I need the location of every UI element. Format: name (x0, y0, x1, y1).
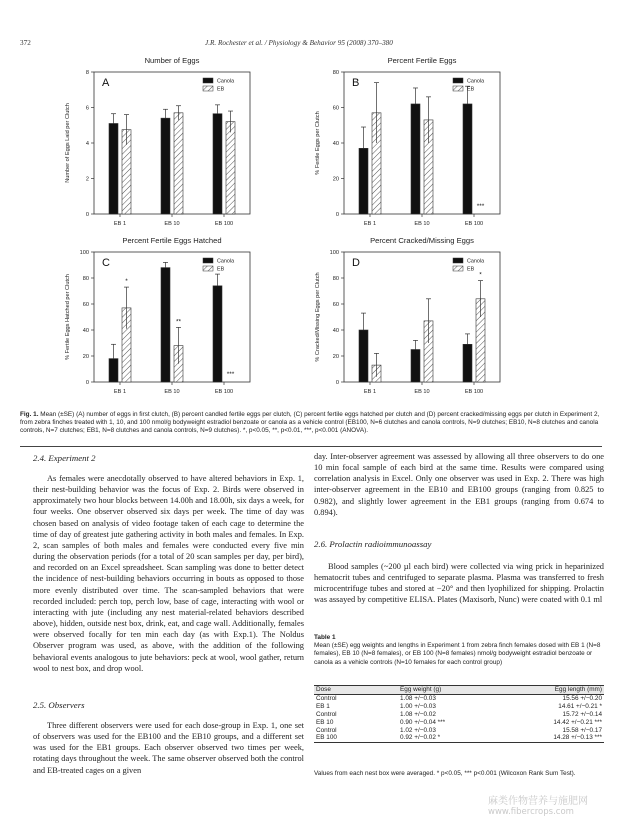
legend-label: EB (467, 86, 475, 93)
y-axis-label: % Fertile Eggs Hatched per Clutch (65, 274, 71, 360)
table-1 (314, 685, 604, 743)
legend-swatch (203, 78, 213, 83)
table-cell: Control (316, 694, 337, 702)
bar-eb (174, 113, 183, 214)
bar-eb (226, 122, 235, 214)
right-paragraph-2 (314, 561, 604, 606)
table-cell: 15.56 +/−0.20 (562, 694, 602, 702)
running-head-journal: Physiology & Behavior 95 (2008) 370–380 (268, 39, 393, 47)
x-tick-label: EB 1 (363, 389, 377, 395)
bar-canola (463, 104, 472, 214)
significance-mark: * (125, 278, 128, 286)
legend-swatch (203, 266, 213, 271)
x-tick-label: EB 10 (164, 389, 180, 395)
bar-canola (411, 350, 420, 383)
chart-panel-c (60, 232, 310, 410)
y-axis-label: Number of Eggs Laid per Clutch (65, 103, 71, 183)
figure-caption-label: Fig. 1. (20, 411, 39, 418)
table-cell: 14.61 +/−0.21 * (558, 702, 602, 710)
table-header-egg-weight: Egg weight (g) (400, 686, 442, 693)
watermark-line-1: 麻类作物营养与施肥网 (488, 796, 588, 807)
significance-mark: *** (226, 371, 235, 378)
y-tick-label: 20 (332, 354, 339, 360)
caption-rule (20, 446, 602, 447)
x-tick-label: EB 1 (363, 221, 377, 227)
legend-label: EB (217, 86, 225, 93)
y-tick-label: 2 (85, 176, 89, 183)
table-row (314, 734, 604, 742)
panel-letter: B (352, 77, 360, 89)
table-row (314, 727, 604, 735)
chart-panel-d (310, 232, 560, 410)
x-tick-label: EB 10 (414, 389, 430, 395)
figure-caption-text: Mean (±SE) (A) number of eggs in first clutch, (B) percent candled fertile eggs per clutch, (C) percent fertile eggs hatched per clutch and (D) percent cracked/missing eggs per clutch in Experiment 2, from zebra finches treated with 1, 10, and 100 nmol/g bodyweight estradiol benzoate or canola as a vehicle control (EB100, N=6 clutches and canola controls, N=9 clutches; EB10, N=8 clutches and canola controls, N=7 clutches; EB1, N=8 clutches and canola controls, N=9 clutches). *, p<0.05, **, p<0.01, ***, p<0.001 (ANOVA). (20, 411, 600, 435)
legend-label: Canola (217, 78, 235, 85)
y-tick-label: 80 (332, 70, 339, 76)
table-1-label: Table 1 (314, 634, 336, 641)
y-tick-label: 0 (335, 380, 339, 386)
table-cell: 1.02 +/−0.03 (400, 726, 436, 734)
y-tick-label: 0 (85, 212, 89, 218)
chart-title: Percent Fertile Eggs (387, 56, 457, 65)
table-cell: 14.42 +/−0.21 *** (553, 718, 602, 726)
y-axis-label: % Cracked/Missing Eggs per Clutch (315, 272, 321, 362)
bar-canola (463, 344, 472, 382)
y-tick-label: 20 (82, 354, 89, 360)
table-row (314, 694, 604, 702)
table-1-caption (314, 634, 604, 667)
x-tick-label: EB 100 (214, 389, 234, 395)
legend-swatch (453, 86, 463, 91)
y-axis-label: % Fertile Eggs per Clutch (315, 111, 321, 175)
y-tick-label: 0 (335, 212, 339, 218)
y-tick-label: 60 (332, 302, 339, 308)
legend-label: Canola (467, 78, 485, 85)
table-header-egg-length: Egg length (mm) (554, 686, 602, 693)
page-number: 372 (20, 39, 31, 47)
table-row (314, 711, 604, 719)
bar-canola (359, 330, 368, 382)
table-header-dose: Dose (316, 686, 331, 693)
table-cell: 1.00 +/−0.03 (400, 702, 436, 710)
bar-canola (411, 104, 420, 214)
watermark-line-2: www.fibercrops.com (488, 807, 574, 817)
figure-caption (20, 411, 602, 436)
legend-label: Canola (467, 258, 485, 265)
y-tick-label: 80 (82, 276, 89, 282)
x-tick-label: EB 100 (214, 221, 234, 227)
x-tick-label: EB 100 (464, 389, 484, 395)
x-tick-label: EB 1 (113, 389, 127, 395)
running-head: J.R. Rochester et al. / Physiology & Behavior 95 (2008) 370–380 (205, 39, 393, 47)
bar-canola (161, 268, 170, 382)
legend-swatch (453, 266, 463, 271)
table-cell: Control (316, 710, 337, 718)
y-tick-label: 40 (332, 328, 339, 334)
bar-canola (161, 118, 170, 214)
legend-label: EB (467, 266, 475, 273)
table-cell: 0.92 +/−0.02 * (400, 734, 441, 742)
chart-panel-a (60, 52, 310, 242)
panel-letter: D (352, 257, 360, 269)
table-cell: 15.72 +/−0.14 (562, 710, 602, 718)
bar-canola (213, 286, 222, 382)
left-paragraph-1 (33, 473, 304, 674)
table-cell: 14.28 +/−0.13 *** (553, 734, 602, 742)
left-paragraph-1-text: As females were anecdotally observed to have altered behaviors in Exp. 1, their nest-building behavior was the focus of Exp. 2. Birds were observed in approximately two hour blocks between 14.00h and 18.00h, six days a week, for four weeks. One observer observed six days per week. The time of day was chosen based on analysis of video footage taken of each cage to determine the time of day of greatest jute gathering activity in both males and females. In Exp. 2, scan samples of both males and females were conducted every five min during the observation periods (for a total of 20 scan samples per day, per bird), and recorded on an Excel spreadsheet. Scan sampling was done to better detect the incidence of nest-building behaviors occurring in bouts as opposed to those more evenly distributed over time. The scan-sampled behaviors that were recorded included: perch top, perch low, base of cage, interacting with wool or interacting with jute (including any nest material-related behaviors described above), hidden, outside nest box, drink, eat, and cage wall. Additionally, females were observed focally for ten min each day (as with Exp.1). The Noldus Observer program was used, as above, with the addition of the following behavioral events analogous to jute behaviors: peck at wool, wool gather, return wool to nest box, and drop wool. (33, 474, 304, 673)
legend-swatch (453, 258, 463, 263)
x-tick-label: EB 10 (164, 221, 180, 227)
y-tick-label: 80 (332, 276, 339, 282)
right-paragraph-2-text: Blood samples (~200 µl each bird) were collected via wing prick in heparinized hematocrit tubes and centrifuged to separate plasma. Plasma was transferred to fresh microcentrifuge tubes and stored at −20° and then lyophilized for shipping. Prolactin was assayed by competitive ELISA. Plates (Maxisorb, Nunc) were coated with 0.1 ml (314, 562, 604, 605)
table-row (314, 719, 604, 727)
table-cell: 1.08 +/−0.03 (400, 694, 436, 702)
table-cell: Control (316, 726, 337, 734)
significance-mark: *** (476, 203, 485, 210)
bar-canola (109, 359, 118, 382)
chart-panel-b (310, 52, 560, 242)
table-row (314, 703, 604, 711)
legend-label: Canola (217, 258, 235, 265)
running-head-authors: J.R. Rochester et al. (205, 39, 263, 47)
bar-canola (109, 123, 118, 214)
watermark (488, 796, 588, 818)
bar-canola (359, 148, 368, 214)
bar-canola (213, 114, 222, 214)
left-paragraph-2-text: Three different observers were used for each dose-group in Exp. 1, one set of observers was used for the EB100 and the EB10 groups, and a different set was used for the EB1 groups. Each observer observed two times per week, rotating days throughout the week. The same observer observed both the control and EB-treated cages on a given (33, 721, 304, 775)
legend-swatch (453, 78, 463, 83)
x-tick-label: EB 1 (113, 221, 127, 227)
panel-letter: C (102, 257, 110, 269)
chart-title: Number of Eggs (144, 56, 200, 65)
table-cell: EB 10 (316, 718, 334, 726)
y-tick-label: 4 (85, 141, 89, 147)
y-tick-label: 20 (332, 176, 339, 183)
table-cell: 15.58 +/−0.17 (562, 726, 602, 734)
significance-mark: ** (175, 318, 182, 326)
x-tick-label: EB 10 (414, 221, 430, 227)
right-paragraph-1-text: day. Inter-observer agreement was assessed by allowing all three observers to do one 10 min focal sample of each bird at the same time. Results were compared using correlation analysis in Excel. Only one observer was used in Exp. 2. There was high inter-observer agreement in the EB10 and EB100 groups (ranging from 0.825 to 0.982), and slightly lower agreement in the EB1 groups (ranging from 0.674 to 0.894). (314, 452, 604, 517)
significance-mark: * (479, 271, 482, 279)
y-tick-label: 40 (332, 141, 339, 147)
table-header-row (314, 686, 604, 695)
y-tick-label: 8 (85, 70, 89, 76)
section-heading-experiment-2: 2.4. Experiment 2 (33, 453, 96, 463)
right-paragraph-1 (314, 451, 604, 518)
chart-title: Percent Cracked/Missing Eggs (370, 236, 474, 245)
table-1-note: Values from each nest box were averaged. * p<0.05, *** p<0.001 (Wilcoxon Rank Sum Test). (314, 770, 576, 777)
table-cell: 0.90 +/−0.04 *** (400, 718, 446, 726)
y-tick-label: 60 (82, 302, 89, 308)
table-cell: 1.08 +/−0.02 (400, 710, 436, 718)
y-tick-label: 0 (85, 380, 89, 386)
chart-title: Percent Fertile Eggs Hatched (122, 236, 222, 245)
y-tick-label: 100 (329, 250, 339, 256)
y-tick-label: 100 (79, 250, 89, 256)
section-heading-prolactin: 2.6. Prolactin radioimmunoassay (314, 539, 432, 549)
panel-letter: A (102, 77, 110, 89)
y-tick-label: 40 (82, 328, 89, 334)
table-cell: EB 1 (316, 702, 330, 710)
table-1-caption-text: Mean (±SE) egg weights and lengths in Experiment 1 from zebra finch females dosed with EB 1 (N=8 females), EB 10 (N=8 females), or EB 100 (N=8 females) nmol/g bodyweight estradiol benzoate or canola as a vehicle controls (N=10 females for each control group) (314, 642, 601, 666)
legend-swatch (203, 258, 213, 263)
y-tick-label: 6 (85, 105, 89, 112)
legend-label: EB (217, 266, 225, 273)
table-cell: EB 100 (316, 734, 337, 742)
x-tick-label: EB 100 (464, 221, 484, 227)
y-tick-label: 60 (332, 105, 339, 112)
section-heading-observers: 2.5. Observers (33, 700, 85, 710)
left-paragraph-2 (33, 720, 304, 776)
legend-swatch (203, 86, 213, 91)
